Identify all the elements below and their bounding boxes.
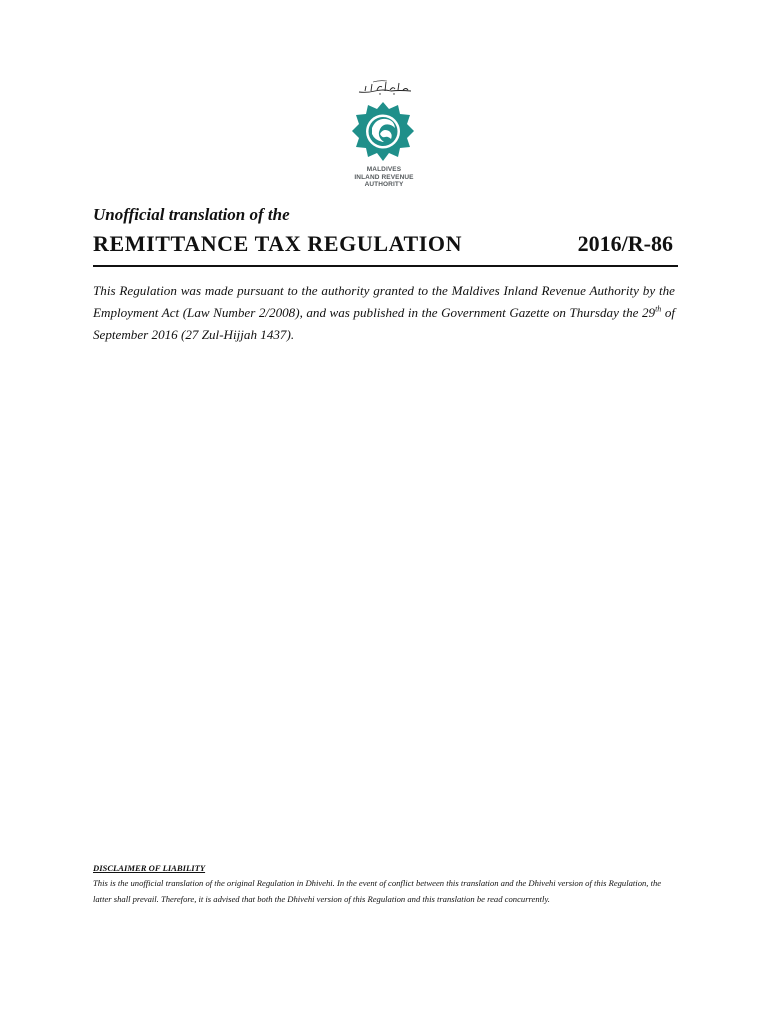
- org-name-line: MALDIVES: [366, 166, 402, 173]
- disclaimer-heading: DISCLAIMER OF LIABILITY: [93, 863, 206, 873]
- organization-name: [300, 166, 468, 189]
- document-subtitle: Unofficial translation of the: [93, 205, 290, 224]
- org-name-line: INLAND REVENUE: [354, 173, 414, 181]
- intro-paragraph: [93, 280, 675, 346]
- document-title: REMITTANCE TAX REGULATION: [93, 231, 463, 256]
- mira-logo-icon: [350, 100, 416, 166]
- org-name-line: AUTHORITY: [364, 181, 404, 189]
- disclaimer-body: This is the unofficial translation of the original Regulation in Dhivehi. In the event of conflict between this translation and the Dhivehi version of this Regulation, the latter shall prevail. Therefore, it is advised that both the Dhivehi version of this Regulation and this translation be read concurrently.: [93, 878, 662, 904]
- title-divider: [93, 265, 678, 267]
- disclaimer: [93, 861, 679, 907]
- intro-text-end: of September 2016 (27 Zul-Hijjah 1437).: [93, 305, 676, 342]
- regulation-number: 2016/R-86: [577, 231, 673, 256]
- intro-text: This Regulation was made pursuant to the authority granted to the Maldives Inland Revenue Authority by the Employment Act (Law Number 2/2008), and was published in the Government Gazette on Thursday the 29: [93, 283, 675, 320]
- title-row: [93, 231, 675, 261]
- bismillah-calligraphy: [357, 78, 413, 96]
- intro-ordinal-suffix: th: [655, 304, 662, 314]
